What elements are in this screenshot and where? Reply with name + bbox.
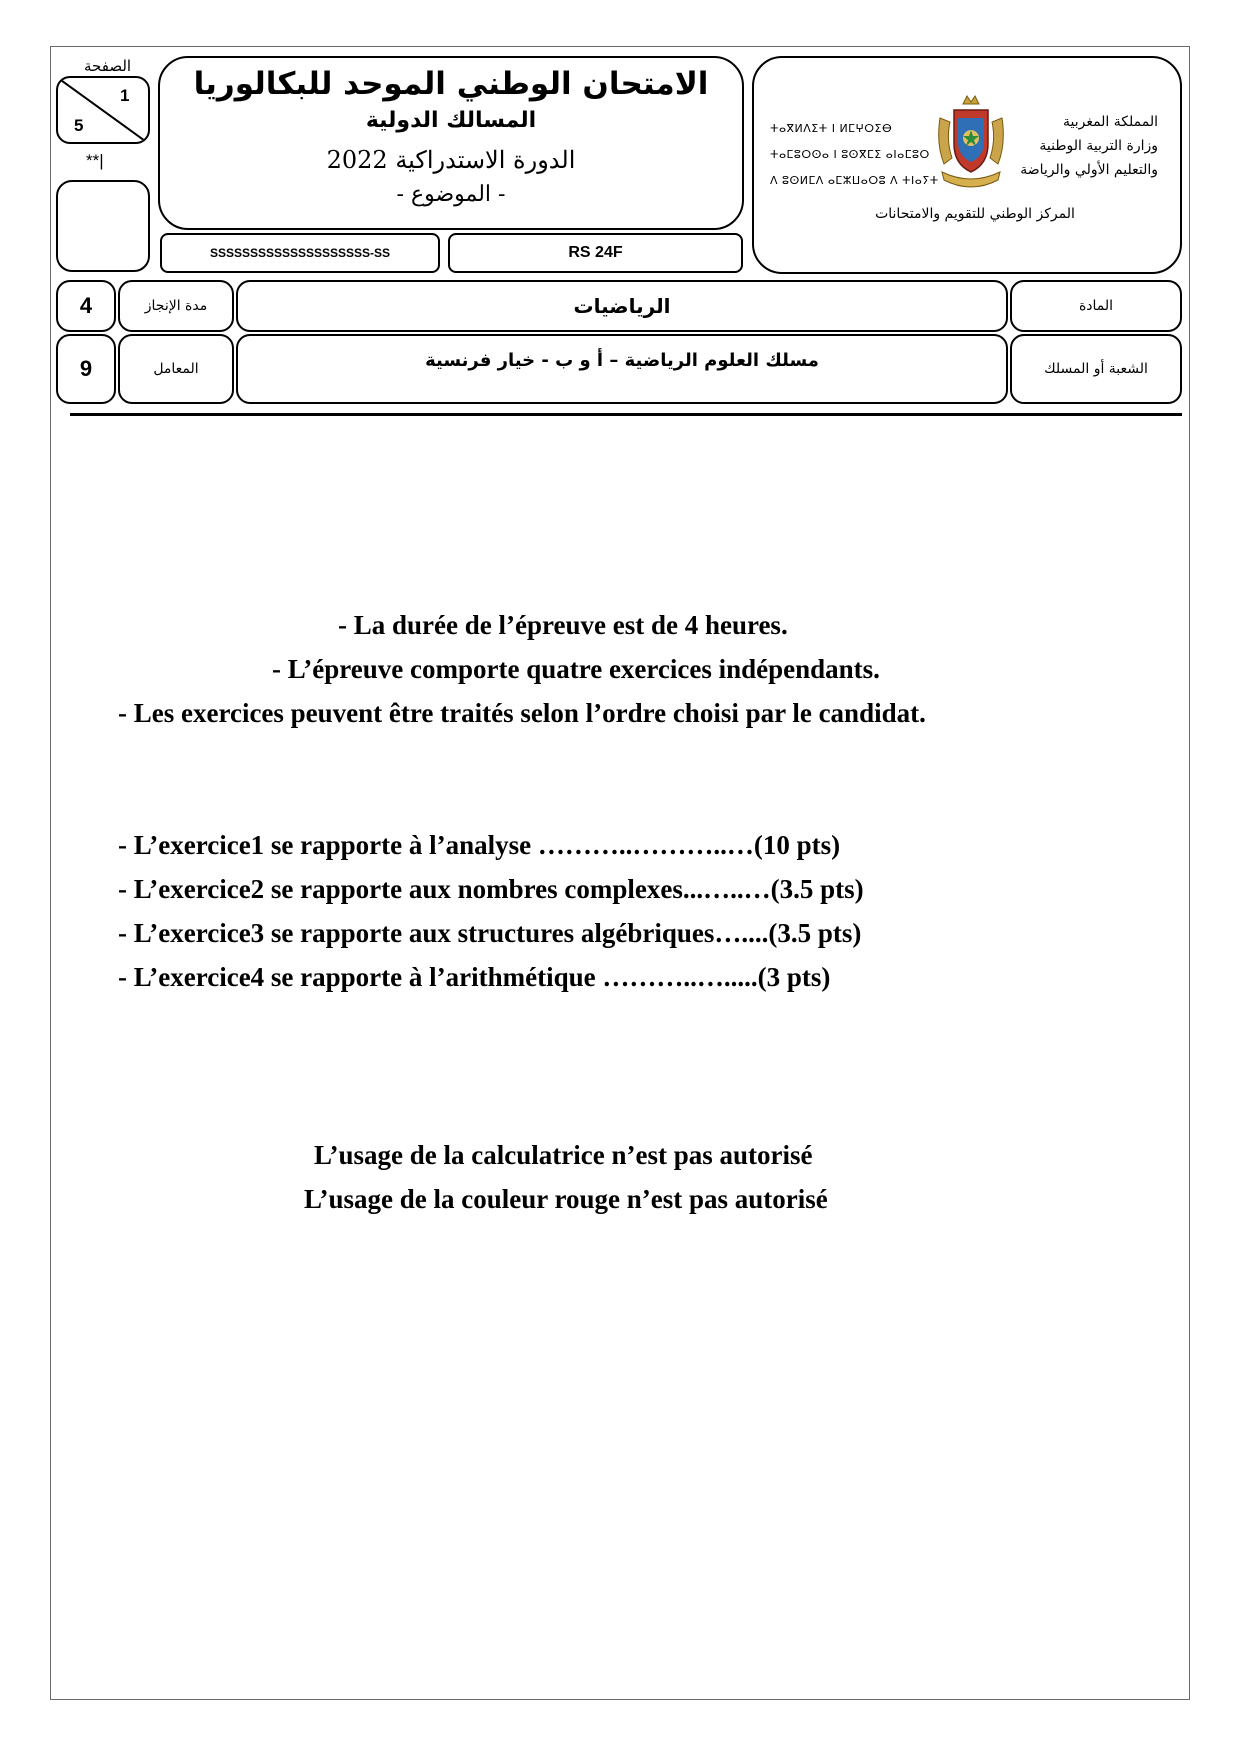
page-number-box — [56, 76, 150, 144]
note-line: L’usage de la calculatrice n’est pas autorisé — [314, 1140, 813, 1170]
branch-label: الشعبة أو المسلك — [1010, 334, 1182, 404]
branch-value: مسلك العلوم الرياضية – أ و ب - خيار فرنسية — [236, 334, 1008, 404]
candidate-code-box: SSSSSSSSSSSSSSSSSSSS-SS — [160, 233, 440, 273]
ministry-line: وزارة التربية الوطنية — [1039, 138, 1158, 154]
ministry-line: المملكة المغربية — [1062, 114, 1158, 130]
header-divider — [70, 413, 1182, 416]
instruction-line: - La durée de l’épreuve est de 4 heures. — [338, 610, 788, 640]
page-mark: **| — [86, 151, 104, 170]
exam-title: الامتحان الوطني الموحد للبكالوريا — [193, 66, 709, 102]
exercise-line: - L’exercice3 se rapporte aux structures algébriques…....(3.5 pts) — [118, 918, 862, 948]
tifinagh-line: ⵜⴰⴳⵍⴷⵉⵜ ⵏ ⵍⵎⵖⵔⵉⴱ — [770, 122, 893, 135]
subject-label: المادة — [1010, 280, 1182, 332]
exercise-line: - L’exercice4 se rapporte à l’arithmétique ………..….....(3 pts) — [118, 962, 831, 992]
exam-code-box: RS 24F — [448, 233, 743, 273]
page-label: الصفحة — [84, 57, 132, 75]
instruction-line: - L’épreuve comporte quatre exercices indépendants. — [272, 654, 880, 684]
instruction-line: - Les exercices peuvent être traités selon l’ordre choisi par le candidat. — [118, 698, 926, 728]
tifinagh-line: ⴷ ⵓⵙⵍⵎⴷ ⴰⵎⵣⵡⴰⵔⵓ ⴷ ⵜⵏⴰⵢⵜ — [770, 174, 939, 187]
ministry-center: المركز الوطني للتقويم والامتحانات — [875, 206, 1075, 222]
page-current: 1 — [120, 86, 130, 105]
page-total: 5 — [74, 116, 84, 135]
subject-value: الرياضيات — [236, 280, 1008, 332]
diagonal-divider — [58, 78, 150, 144]
blank-box — [56, 180, 150, 272]
note-line: L’usage de la couleur rouge n’est pas autorisé — [304, 1184, 828, 1214]
tifinagh-line: ⵜⴰⵎⵓⵔⵙⴰ ⵏ ⵓⵙⴳⵎⵉ ⴰⵏⴰⵎⵓⵔ — [770, 148, 930, 161]
duration-label: مدة الإنجاز — [118, 280, 234, 332]
duration-value: 4 — [56, 280, 116, 332]
ministry-line: والتعليم الأولي والرياضة — [1020, 162, 1158, 178]
exercise-line: - L’exercice1 se rapporte à l’analyse ………..………..…(10 pts) — [118, 830, 841, 860]
ministry-box — [752, 56, 1182, 274]
title-box — [158, 56, 744, 230]
coefficient-label: المعامل — [118, 334, 234, 404]
exercise-line: - L’exercice2 se rapporte aux nombres complexes...…..…(3.5 pts) — [118, 874, 864, 904]
exam-subtitle: المسالك الدولية — [365, 108, 537, 133]
coefficient-value: 9 — [56, 334, 116, 404]
exam-subject-label: - الموضوع - — [396, 182, 506, 207]
ministry-name — [958, 110, 1158, 182]
exam-session: الدورة الاستدراكية 2022 — [326, 146, 576, 174]
